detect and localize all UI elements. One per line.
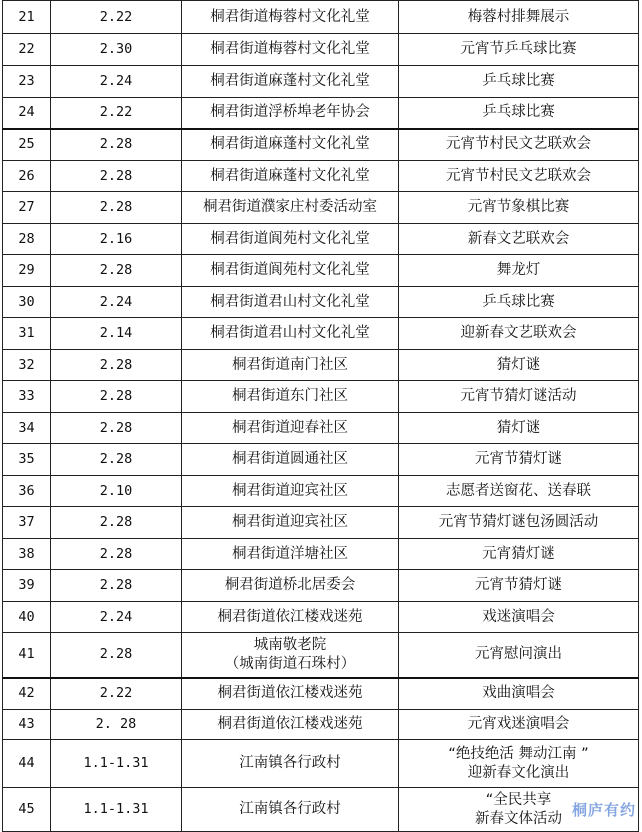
row-number: 23 — [3, 66, 51, 98]
row-date: 2.10 — [51, 476, 182, 507]
table-row — [3, 1, 639, 34]
row-place: 桐君街道君山村文化礼堂 — [182, 287, 399, 318]
row-activity: 猜灯谜 — [399, 413, 639, 444]
row-number: 37 — [3, 507, 51, 539]
row-number: 28 — [3, 224, 51, 255]
row-date: 2.24 — [51, 602, 182, 633]
row-place: 桐君街道东门社区 — [182, 381, 399, 413]
row-number: 31 — [3, 318, 51, 350]
row-activity: 元宵节村民文艺联欢会 — [399, 161, 639, 192]
place-line-1: 城南敬老院 — [253, 636, 327, 653]
row-date: 2.30 — [51, 34, 182, 66]
row-date: 2.28 — [51, 539, 182, 570]
row-place — [182, 633, 399, 678]
activity-line-1: “绝技绝活 舞动江南 ” — [448, 745, 589, 762]
row-date: 2.28 — [51, 192, 182, 224]
activity-line-2: 新春文体活动 — [475, 810, 562, 827]
row-place: 桐君街道梅蓉村文化礼堂 — [182, 34, 399, 66]
row-activity: 元宵节象棋比赛 — [399, 192, 639, 224]
row-date: 2.28 — [51, 255, 182, 287]
row-number: 40 — [3, 602, 51, 633]
table-row — [3, 444, 639, 476]
row-activity: 梅蓉村排舞展示 — [399, 1, 639, 34]
table-row — [3, 318, 639, 350]
row-place: 桐君街道桥北居委会 — [182, 570, 399, 602]
row-place: 桐君街道迎宾社区 — [182, 476, 399, 507]
row-activity: 戏曲演唱会 — [399, 678, 639, 710]
row-activity: 元宵猜灯谜 — [399, 539, 639, 570]
row-date: 2.16 — [51, 224, 182, 255]
table-row — [3, 255, 639, 287]
row-number: 24 — [3, 98, 51, 129]
table-row — [3, 287, 639, 318]
row-activity — [399, 740, 639, 788]
row-activity: 元宵节猜灯谜 — [399, 570, 639, 602]
row-activity: 迎新春文艺联欢会 — [399, 318, 639, 350]
row-number: 39 — [3, 570, 51, 602]
row-place: 桐君街道圆通社区 — [182, 444, 399, 476]
row-place: 桐君街道君山村文化礼堂 — [182, 318, 399, 350]
row-place: 桐君街道依江楼戏迷苑 — [182, 710, 399, 740]
row-number: 38 — [3, 539, 51, 570]
table-row — [3, 740, 639, 788]
table-row — [3, 539, 639, 570]
row-activity: 元宵节猜灯谜活动 — [399, 381, 639, 413]
row-number: 41 — [3, 633, 51, 678]
table-row — [3, 788, 639, 832]
row-number: 42 — [3, 678, 51, 710]
table-row — [3, 350, 639, 381]
row-date: 2.22 — [51, 1, 182, 34]
table-row — [3, 710, 639, 740]
row-activity: 元宵慰问演出 — [399, 633, 639, 678]
row-place: 桐君街道麻蓬村文化礼堂 — [182, 66, 399, 98]
table-row — [3, 476, 639, 507]
row-number: 26 — [3, 161, 51, 192]
row-number: 43 — [3, 710, 51, 740]
row-date: 2.28 — [51, 570, 182, 602]
row-activity: 乒乓球比赛 — [399, 287, 639, 318]
row-place: 桐君街道阆苑村文化礼堂 — [182, 255, 399, 287]
table-row — [3, 507, 639, 539]
row-number: 45 — [3, 788, 51, 832]
row-place: 桐君街道梅蓉村文化礼堂 — [182, 1, 399, 34]
table-row — [3, 633, 639, 678]
schedule-table-container — [2, 0, 638, 832]
row-date: 2.28 — [51, 129, 182, 161]
activity-schedule-table — [2, 0, 639, 832]
row-place: 桐君街道麻蓬村文化礼堂 — [182, 129, 399, 161]
row-number: 21 — [3, 1, 51, 34]
row-date: 2.24 — [51, 66, 182, 98]
row-date: 2.28 — [51, 413, 182, 444]
row-date: 2.22 — [51, 678, 182, 710]
table-row — [3, 678, 639, 710]
row-date: 2.28 — [51, 444, 182, 476]
row-number: 29 — [3, 255, 51, 287]
row-date: 2.28 — [51, 161, 182, 192]
row-place: 桐君街道洋塘社区 — [182, 539, 399, 570]
row-number: 25 — [3, 129, 51, 161]
row-date: 2.28 — [51, 381, 182, 413]
row-date: 2. 28 — [51, 710, 182, 740]
row-activity: 乒乓球比赛 — [399, 66, 639, 98]
table-row — [3, 98, 639, 129]
table-row — [3, 34, 639, 66]
row-place: 桐君街道浮桥埠老年协会 — [182, 98, 399, 129]
row-date: 1.1-1.31 — [51, 740, 182, 788]
row-number: 22 — [3, 34, 51, 66]
row-place: 桐君街道迎春社区 — [182, 413, 399, 444]
table-row — [3, 192, 639, 224]
watermark-logo: 桐庐有约 — [571, 801, 636, 819]
row-number: 36 — [3, 476, 51, 507]
row-date: 2.28 — [51, 507, 182, 539]
row-place: 桐君街道麻蓬村文化礼堂 — [182, 161, 399, 192]
row-activity: 元宵节猜灯谜包汤圆活动 — [399, 507, 639, 539]
row-number: 44 — [3, 740, 51, 788]
table-row — [3, 224, 639, 255]
activity-line-2: 迎新春文化演出 — [467, 764, 570, 781]
place-line-2: （城南街道石珠村） — [224, 655, 356, 672]
row-place: 桐君街道南门社区 — [182, 350, 399, 381]
row-activity: 戏迷演唱会 — [399, 602, 639, 633]
row-activity: 舞龙灯 — [399, 255, 639, 287]
row-date: 2.22 — [51, 98, 182, 129]
row-number: 33 — [3, 381, 51, 413]
table-row — [3, 570, 639, 602]
row-activity: 猜灯谜 — [399, 350, 639, 381]
row-activity: 元宵节乒乓球比赛 — [399, 34, 639, 66]
row-date: 1.1-1.31 — [51, 788, 182, 832]
table-row — [3, 381, 639, 413]
row-number: 32 — [3, 350, 51, 381]
row-number: 34 — [3, 413, 51, 444]
table-row — [3, 66, 639, 98]
row-place: 桐君街道濮家庄村委活动室 — [182, 192, 399, 224]
row-activity: 元宵节村民文艺联欢会 — [399, 129, 639, 161]
table-row — [3, 602, 639, 633]
row-date: 2.28 — [51, 633, 182, 678]
row-activity: 新春文艺联欢会 — [399, 224, 639, 255]
row-place: 桐君街道阆苑村文化礼堂 — [182, 224, 399, 255]
row-activity: 志愿者送窗花、送春联 — [399, 476, 639, 507]
row-date: 2.28 — [51, 350, 182, 381]
row-number: 30 — [3, 287, 51, 318]
row-date: 2.24 — [51, 287, 182, 318]
row-place: 江南镇各行政村 — [182, 788, 399, 832]
row-place: 江南镇各行政村 — [182, 740, 399, 788]
row-date: 2.14 — [51, 318, 182, 350]
row-place: 桐君街道依江楼戏迷苑 — [182, 602, 399, 633]
row-number: 27 — [3, 192, 51, 224]
row-place: 桐君街道迎宾社区 — [182, 507, 399, 539]
activity-line-1: “全民共享 — [485, 791, 552, 808]
row-activity: 乒乓球比赛 — [399, 98, 639, 129]
row-activity: 元宵节猜灯谜 — [399, 444, 639, 476]
table-row — [3, 413, 639, 444]
row-number: 35 — [3, 444, 51, 476]
row-place: 桐君街道依江楼戏迷苑 — [182, 678, 399, 710]
row-activity: 元宵戏迷演唱会 — [399, 710, 639, 740]
table-row — [3, 129, 639, 161]
table-row — [3, 161, 639, 192]
